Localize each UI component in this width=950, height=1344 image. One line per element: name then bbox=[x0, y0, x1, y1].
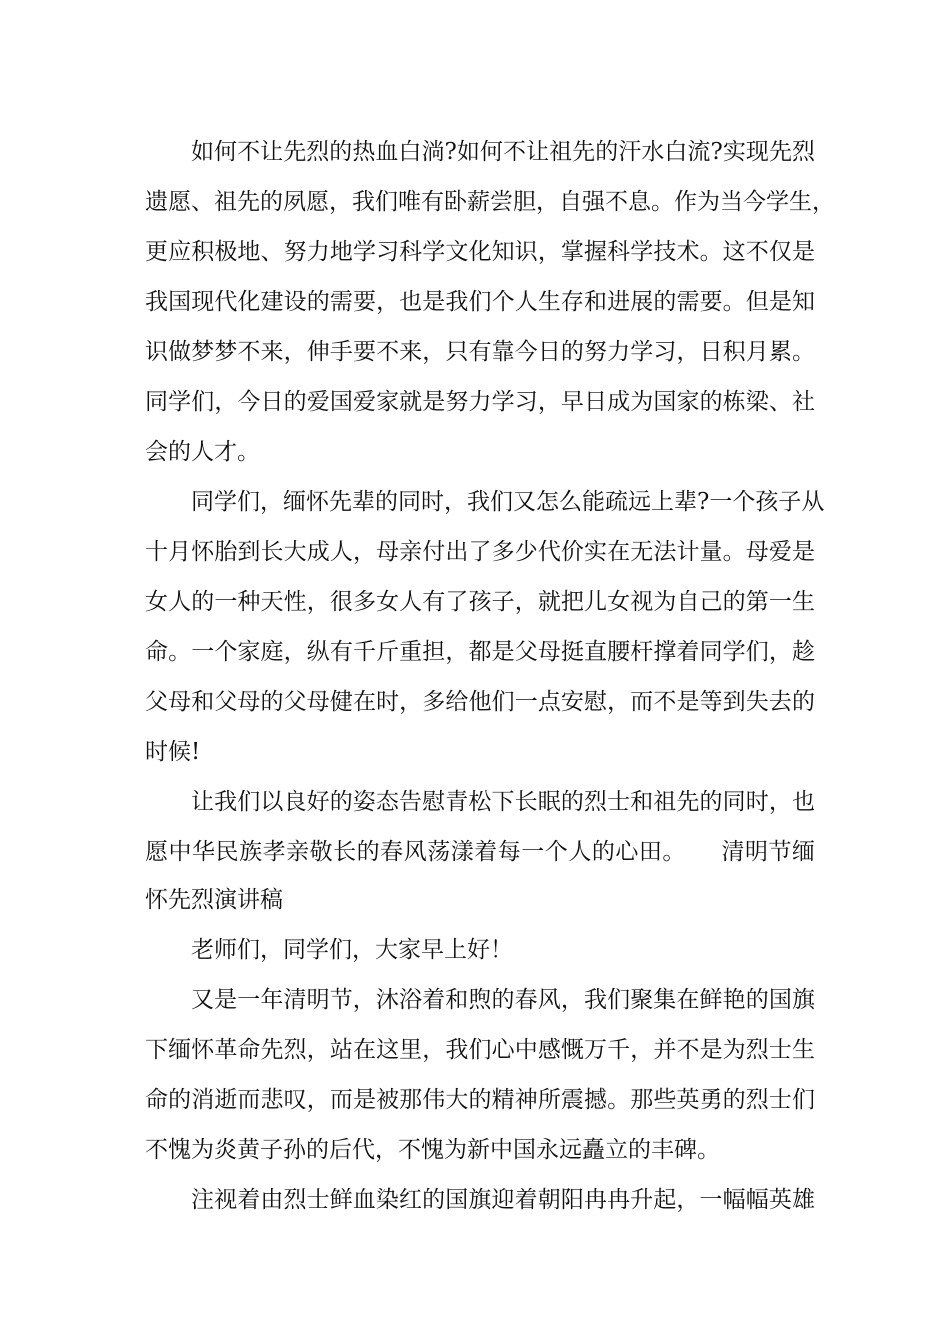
text-line: 命的消逝而悲叹，而是被那伟大的精神所震撼。那些英勇的烈士们 bbox=[145, 1087, 815, 1113]
text-line: 十月怀胎到长大成人，母亲付出了多少代价实在无法计量。母爱是 bbox=[145, 539, 815, 565]
text-line: 遗愿、祖先的夙愿，我们唯有卧薪尝胆，自强不息。作为当今学生， bbox=[145, 189, 835, 215]
text-line: 同学们，缅怀先辈的同时，我们又怎么能疏远上辈?一个孩子从 bbox=[191, 489, 825, 515]
text-line: 更应积极地、努力地学习科学文化知识，掌握科学技术。这不仅是 bbox=[145, 239, 815, 265]
text-line: 让我们以良好的姿态告慰青松下长眠的烈士和祖先的同时，也 bbox=[191, 789, 815, 815]
text-line: 我国现代化建设的需要，也是我们个人生存和进展的需要。但是知 bbox=[145, 289, 815, 315]
text-line: 识做梦梦不来，伸手要不来，只有靠今日的努力学习，日积月累。 bbox=[145, 339, 815, 365]
text-line: 时候! bbox=[145, 739, 201, 765]
text-line: 下缅怀革命先烈，站在这里，我们心中感慨万千，并不是为烈士生 bbox=[145, 1037, 815, 1063]
text-line: 会的人才。 bbox=[145, 439, 260, 465]
text-line: 女人的一种天性，很多女人有了孩子，就把儿女视为自己的第一生 bbox=[145, 589, 815, 615]
text-line: 又是一年清明节，沐浴着和煦的春风，我们聚集在鲜艳的国旗 bbox=[191, 987, 815, 1013]
text-line: 如何不让先烈的热血白淌?如何不让祖先的汗水白流?实现先烈 bbox=[191, 139, 815, 165]
text-line: 怀先烈演讲稿 bbox=[145, 887, 283, 913]
text-line: 愿中华民族孝亲敬长的春风荡漾着每一个人的心田。 清明节缅 bbox=[145, 839, 815, 865]
text-line: 同学们，今日的爱国爱家就是努力学习，早日成为国家的栋梁、社 bbox=[145, 389, 815, 415]
text-line: 命。一个家庭，纵有千斤重担，都是父母挺直腰杆撑着同学们，趁 bbox=[145, 639, 815, 665]
text-line: 父母和父母的父母健在时，多给他们一点安慰，而不是等到失去的 bbox=[145, 689, 815, 715]
text-line: 老师们，同学们，大家早上好！ bbox=[191, 937, 513, 963]
text-line: 注视着由烈士鲜血染红的国旗迎着朝阳冉冉升起，一幅幅英雄 bbox=[191, 1187, 815, 1213]
text-line: 不愧为炎黄子孙的后代，不愧为新中国永远矗立的丰碑。 bbox=[145, 1137, 720, 1163]
